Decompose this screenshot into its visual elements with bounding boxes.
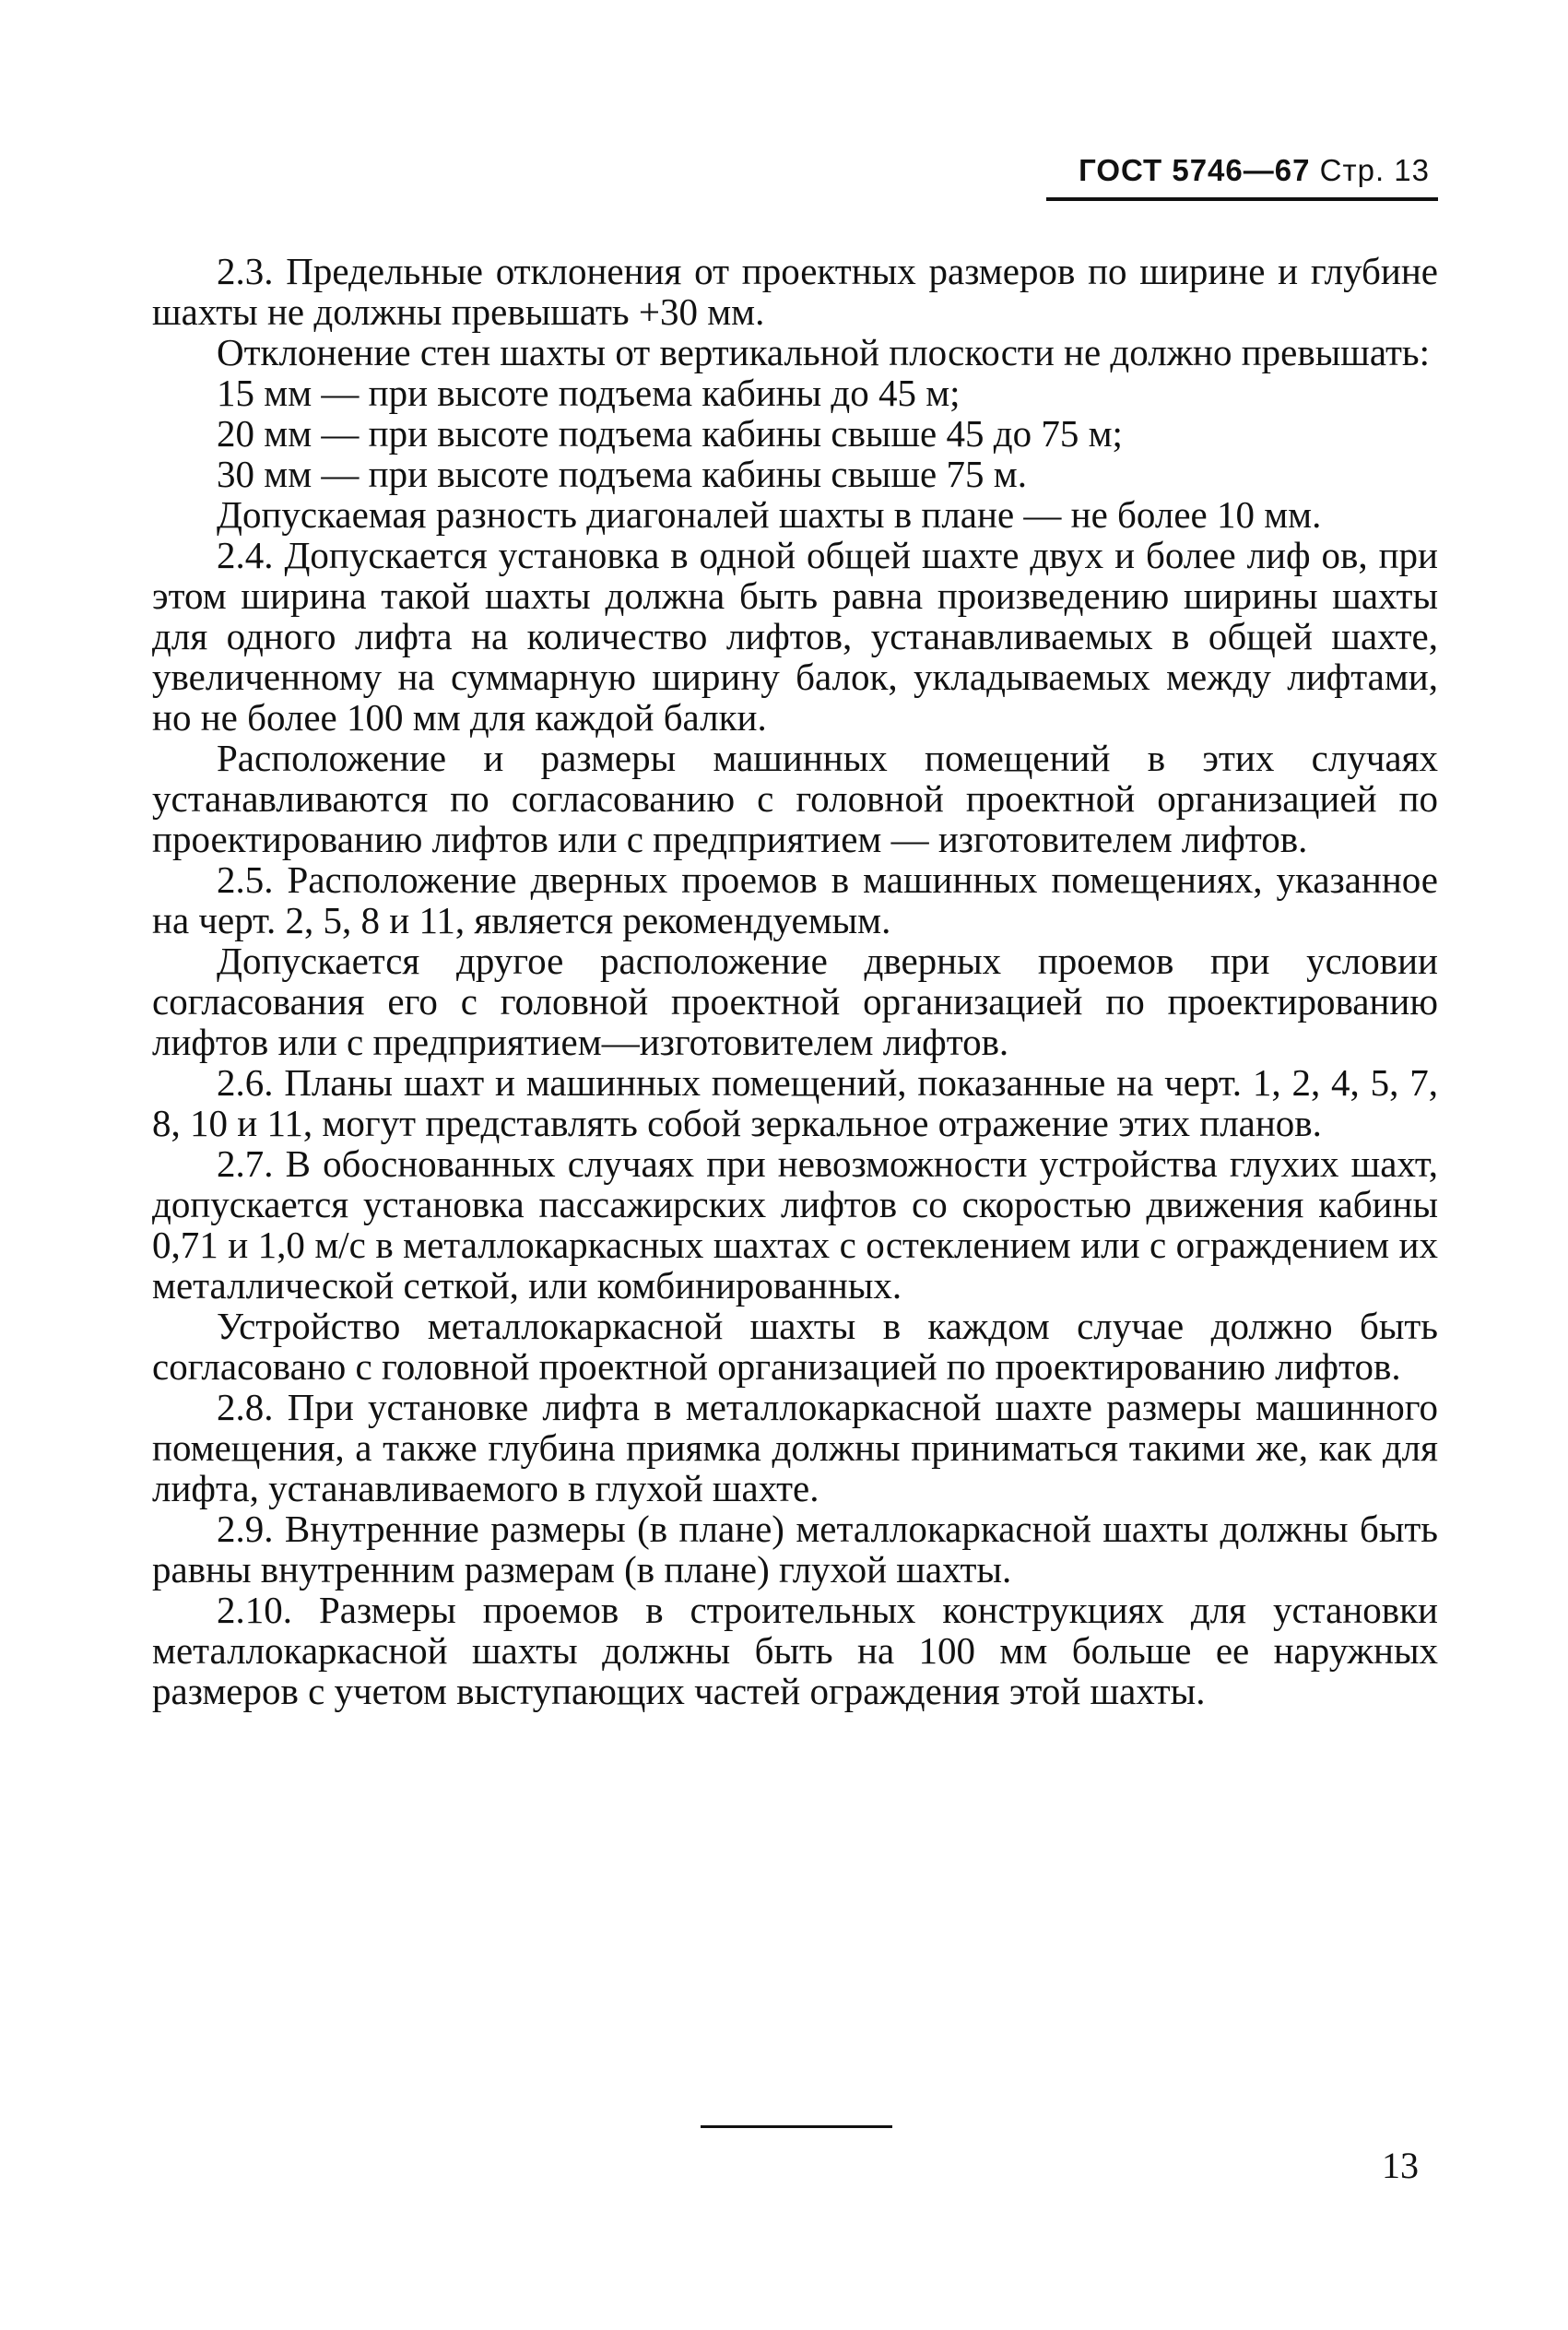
end-of-section-rule	[701, 2125, 892, 2128]
page-header	[1079, 153, 1430, 188]
paragraph-2-8: 2.8. При установке лифта в металлокаркасной шахте размеры машинного помещения, а также глубина приямка должны приниматься такими же, как для лифта, устанавливаемого в глухой шахте.	[152, 1386, 1438, 1509]
paragraph-2-9: 2.9. Внутренние размеры (в плане) металлокаркасной шахты должны быть равны внутренним размерам (в плане) глухой шахты.	[152, 1508, 1438, 1591]
paragraph-diagonal-difference: Допускаемая разность диагоналей шахты в плане — не более 10 мм.	[217, 493, 1322, 536]
paragraph-door-openings: Допускается другое расположение дверных проемов при условии согласования его с головной проектной организацией по проектированию лифтов или с предприятием—изготовителем лифтов.	[152, 940, 1438, 1063]
paragraph-2-4: 2.4. Допускается установка в одной общей шахте двух и более лиф ов, при этом ширина такой шахты должна быть равна произведению ширины шахты для одного лифта на количество лифтов, устанавливаемых в общей шахте, увеличенному на суммарную ширину балок, укладываемых между лифтами, но не более 100 мм для каждой балки.	[152, 534, 1438, 739]
body-text	[152, 251, 1438, 1711]
paragraph-wall-deviation: Отклонение стен шахты от вертикальной плоскости не должно превышать:	[217, 331, 1430, 373]
paragraph-metal-frame-shaft: Устройство металлокаркасной шахты в каждом случае должно быть согласовано с головной проектной организацией по проектированию лифтов.	[152, 1305, 1438, 1388]
paragraph-2-6: 2.6. Планы шахт и машинных помещений, показанные на черт. 1, 2, 4, 5, 7, 8, 10 и 11, могут представлять собой зеркальное отражение этих планов.	[152, 1061, 1438, 1144]
paragraph-2-10: 2.10. Размеры проемов в строительных конструкциях для установки металлокаркасной шахты должны быть на 100 мм больше ее наружных размеров с учетом выступающих частей ограждения этой шахты.	[152, 1589, 1438, 1712]
page-number: 13	[1382, 2145, 1419, 2186]
header-rule	[1046, 197, 1438, 201]
list-item: 30 мм — при высоте подъема кабины свыше 75 м.	[217, 453, 1027, 495]
page-label: Стр. 13	[1319, 153, 1430, 187]
paragraph-2-3: 2.3. Предельные отклонения от проектных размеров по ширине и глубине шахты не должны превышать +30 мм.	[152, 250, 1438, 333]
paragraph-2-5: 2.5. Расположение дверных проемов в машинных помещениях, указанное на черт. 2, 5, 8 и 11, является рекомендуемым.	[152, 858, 1438, 941]
list-item: 15 мм — при высоте подъема кабины до 45 м;	[217, 372, 961, 414]
standard-designation: ГОСТ 5746—67	[1079, 153, 1311, 187]
paragraph-2-7: 2.7. В обоснованных случаях при невозможности устройства глухих шахт, допускается установка пассажирских лифтов со скоростью движения кабины 0,71 и 1,0 м/с в металлокаркасных шахтах с остеклением или с ограждением их металлической сеткой, или комбинированных.	[152, 1142, 1438, 1307]
paragraph-machine-rooms: Расположение и размеры машинных помещений в этих случаях устанавливаются по согласованию с головной проектной организацией по проектированию лифтов или с предприятием — изготовителем лифтов.	[152, 737, 1438, 860]
list-item: 20 мм — при высоте подъема кабины свыше 45 до 75 м;	[217, 412, 1123, 455]
